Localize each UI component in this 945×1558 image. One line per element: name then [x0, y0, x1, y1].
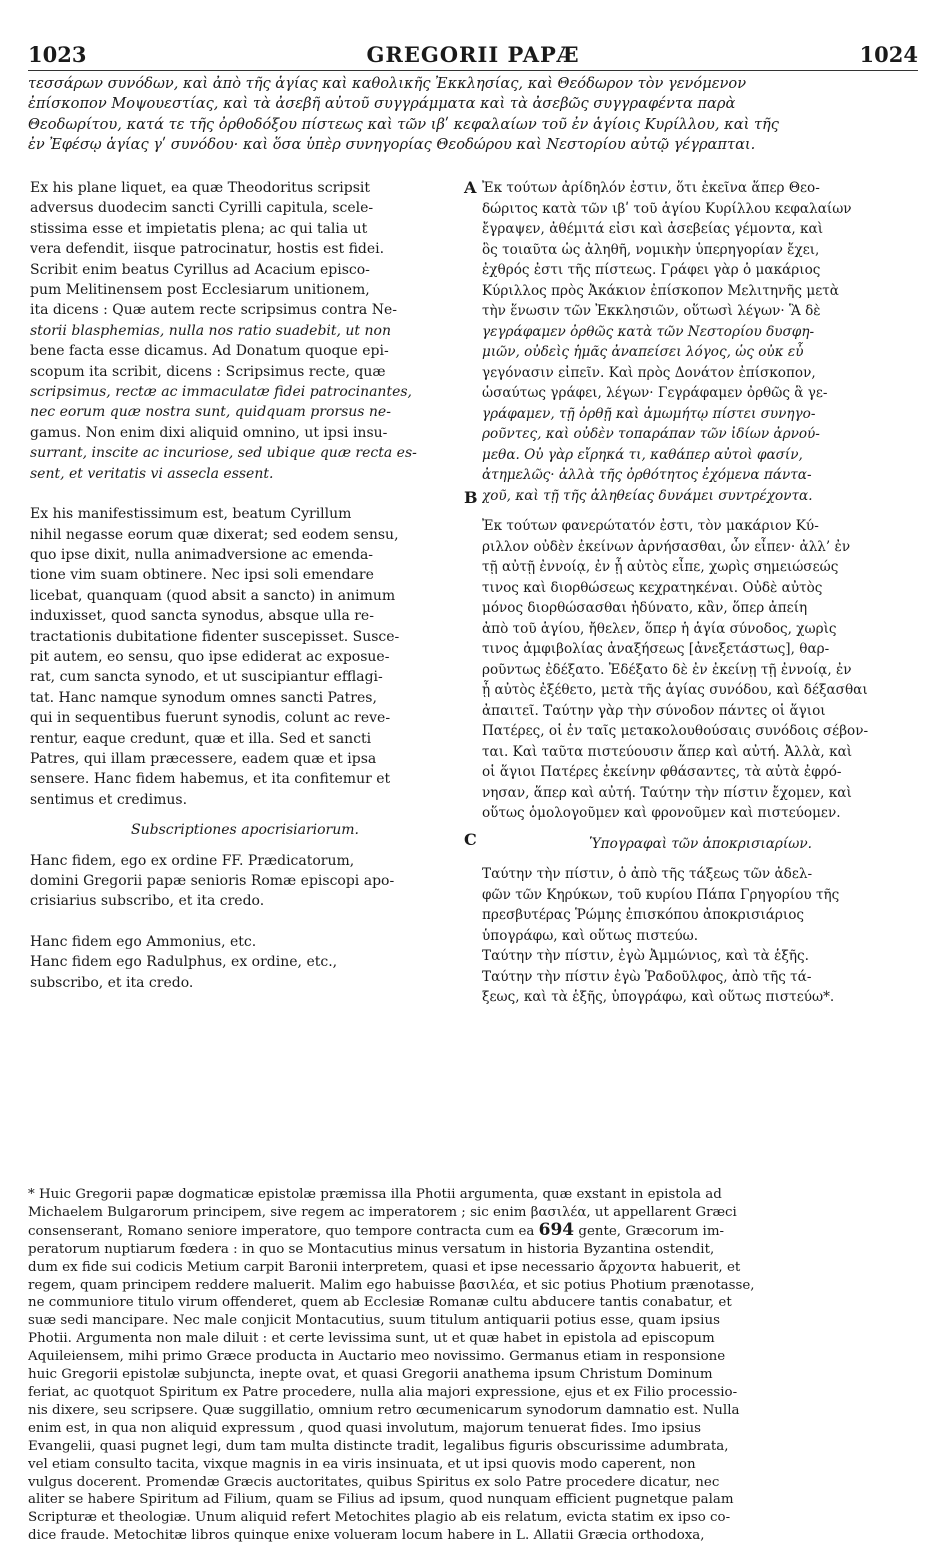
text-line: ξεως, καὶ τὰ ἑξῆς, ὑπογράφω, καὶ οὕτως πιστεύω*.: [482, 989, 835, 1005]
page-header: [28, 42, 918, 72]
footnote-line: feriat, ac quotquot Spiritum ex Patre procedere, nulla alia majori expressione, ejus et ex Filio processio-: [28, 1384, 738, 1400]
footnote-line: suæ sedi mancipare. Nec male conjicit Montacutius, suum titulum antiquarii potius esse, quam ipsius: [28, 1313, 720, 1329]
text-line: ἐπίσκοπον Μοψουεστίας, καὶ τὰ ἀσεβῆ αὐτοῦ συγγράμματα καὶ τὰ ἀσεβῶς συγγραφέντα παρὰ: [28, 95, 736, 113]
text-line: sentimus et credimus.: [30, 791, 188, 808]
text-line: quo ipse dixit, nulla animadversione ac emenda-: [30, 546, 374, 563]
text-line: Ταύτην τὴν πίστιν ἐγὼ Ῥαδοῦλφος, ἀπὸ τῆς τά-: [482, 968, 812, 985]
text-line: χοῦ, καὶ τῇ τῆς ἀληθείας δυνάμει συντρέχοντα.: [482, 487, 813, 504]
text-line: nihil negasse eorum quæ dixerat; sed eodem sensu,: [30, 526, 399, 543]
footnote-line-tail: gente, Græcorum im-: [574, 1223, 725, 1239]
text-line: pum Melitinensem post Ecclesiarum unitionem,: [30, 282, 370, 299]
footnote-line: enim est, in qua non aliquid expressum , quod quasi involutum, majorum tenuerat fides. Imo ipsius: [28, 1420, 702, 1436]
text-line: ροῦντως ἐδέξατο. Ἐδέξατο δὲ ἐν ἐκείνῃ τῇ ἐννοίᾳ, ἐν: [482, 661, 852, 678]
text-line: domini Gregorii papæ senioris Romæ episcopi apo-: [30, 873, 395, 889]
text-line: surrant, inscite ac incuriose, sed ubique quæ recta es-: [30, 445, 417, 462]
latin-subscription-3: [30, 952, 460, 993]
text-line: Ex his plane liquet, ea quæ Theodoritus scripsit: [30, 180, 370, 196]
text-line: induxisset, quod sancta synodus, absque ulla re-: [30, 608, 374, 625]
text-line: Hanc fidem, ego ex ordine FF. Prædicatorum,: [30, 852, 355, 869]
header-rule: [28, 70, 918, 71]
text-line: τὴν ἕνωσιν τῶν Ἐκκλησιῶν, οὕτωσὶ λέγων· Ἃ δὲ: [482, 303, 821, 319]
text-line: vera defendit, iisque patrocinatur, hostis est fidei.: [30, 241, 385, 258]
text-line: adversus duodecim sancti Cyrilli capitula, scele-: [30, 200, 374, 217]
text-line: tractationis dubitatione fidenter suscepisset. Susce-: [30, 628, 400, 645]
text-line: μιῶν, οὐδεὶς ἡμᾶς ἀναπείσει λόγος, ὡς οὐκ εὖ: [482, 344, 804, 360]
footnote-line: Aquileiensem, mihi primo Græce producta in Auctario meo novissimo. Germanus etiam in responsione: [28, 1349, 726, 1365]
text-line: γεγράφαμεν ὀρθῶς κατὰ τῶν Νεστορίου δυσφη-: [482, 323, 815, 340]
greek-subscription-2: [482, 946, 919, 967]
text-line: storii blasphemias, nulla nos ratio suadebit, ut non: [30, 322, 391, 339]
text-line: Hanc fidem ego Radulphus, ex ordine, etc.,: [30, 954, 338, 971]
text-line: γεγόνασιν εἰπεῖν. Καὶ πρὸς Δονάτον ἐπίσκοπον,: [482, 364, 816, 381]
running-title: GREGORII PAPÆ: [366, 42, 580, 67]
text-line: ἐν Ἐφέσῳ ἁγίας γʹ συνόδου· καὶ ὅσα ὑπὲρ συνηγορίας Θεοδώρου καὶ Νεστορίου αὐτῷ γέγραπται.: [28, 135, 756, 153]
footnote-inline-number: 694: [538, 1221, 575, 1240]
footnote-line: ne communiore titulo virum offenderet, quem ab Ecclesiæ Romanæ cultu abducere tantis conabatur, et: [28, 1295, 732, 1311]
section-marker-c: C: [464, 830, 477, 849]
footnote-line: Scripturæ et theologiæ. Unum aliquid refert Metochites plagio ab eis relatum, evicta statim ex ipso co-: [28, 1510, 731, 1526]
footnote-line-text: consenserant, Romano seniore imperatore, quo tempore contracta cum ea: [28, 1223, 535, 1239]
latin-column: [30, 178, 460, 993]
footnote-line: Photii. Argumenta non male diluit : et certe levissima sunt, ut et quæ habet in epistola ad episcopum: [28, 1331, 715, 1347]
text-line: qui in sequentibus fuerunt synodis, colunt ac reve-: [30, 710, 391, 727]
text-line: crisiarius subscribo, et ita credo.: [30, 893, 265, 910]
section-marker-a: A: [464, 178, 477, 197]
text-line: scopum ita scribit, dicens : Scripsimus recte, quæ: [30, 363, 386, 380]
text-line: ἐχθρός ἐστι τῆς πίστεως. Γράφει γὰρ ὁ μακάριος: [482, 262, 821, 278]
greek-paragraph-1: [482, 178, 919, 506]
text-line: ὑπογράφω, καὶ οὕτως πιστεύω.: [482, 927, 699, 944]
greek-subscription-3: [482, 967, 919, 1008]
text-line: tione vim suam obtinere. Nec ipsi soli emendare: [30, 567, 374, 584]
footnote-line: peratorum nuptiarum fœdera : in quo se Montacutius minus versatum in historia Byzantina ostendit,: [28, 1241, 715, 1257]
footnote-line: dum ex fide sui codicis Metium carpit Baronii interpretem, quasi et ipse necessario ἄρχοντα habuerit, et: [28, 1259, 741, 1275]
text-line: ἀτημελῶς· ἀλλὰ τῆς ὀρθότητος ἐχόμενα πάντα-: [482, 467, 812, 483]
text-line: gamus. Non enim dixi aliquid omnino, ut ipsi insu-: [30, 424, 388, 441]
text-line: Ἐκ τούτων φανερώτατόν ἐστι, τὸν μακάριον Κύ-: [482, 518, 819, 534]
text-line: Θεοδωρίτου, κατά τε τῆς ὀρθοδόξου πίστεως καὶ τῶν ιβʹ κεφαλαίων τοῦ ἐν ἁγίοις Κυρίλλου, καὶ τῆς: [28, 115, 779, 133]
text-line: ται. Καὶ ταῦτα πιστεύουσιν ἅπερ καὶ αὐτή. Ἀλλὰ, καὶ: [482, 743, 853, 760]
footnote-line: [28, 1222, 920, 1241]
text-line: scripsimus, rectæ ac immaculatæ fidei patrocinantes,: [30, 384, 412, 401]
paragraph-gap: [482, 506, 919, 516]
text-line: subscribo, et ita credo.: [30, 974, 194, 991]
text-line: Patres, qui illam præcessere, eadem quæ et ipsa: [30, 750, 377, 767]
text-line: γράφαμεν, τῇ ὀρθῇ καὶ ἀμωμήτῳ πίστει συνηγο-: [482, 405, 816, 422]
section-marker-b: B: [464, 488, 478, 507]
text-line: τινος καὶ διορθώσεως κεχρατηκέναι. Οὐδὲ αὐτὸς: [482, 579, 823, 596]
text-line: ριλλον οὐδὲν ἐκείνων ἀρνήσασθαι, ὧν εἶπεν· ἀλλ’ ἐν: [482, 538, 851, 555]
paragraph-gap: [30, 484, 460, 504]
text-line: οὕτως ὁμολογοῦμεν καὶ φρονοῦμεν καὶ πιστεύομεν.: [482, 805, 841, 821]
text-line: licebat, quanquam (quod absit a sancto) in animum: [30, 587, 396, 604]
text-line: rentur, eaque credunt, quæ et illa. Sed et sancti: [30, 730, 372, 747]
text-line: bene facta esse dicamus. Ad Donatum quoque epi-: [30, 343, 389, 360]
greek-subscription-1: [482, 864, 919, 946]
text-line: ἀπαιτεῖ. Ταύτην γὰρ τὴν σύνοδον πάντες οἱ ἅγιοι: [482, 702, 826, 719]
footnote-line: * Huic Gregorii papæ dogmaticæ epistolæ præmissa illa Photii argumenta, quæ exstant in epistola ad: [28, 1187, 722, 1202]
text-line: ὃς τοιαῦτα ὡς ἀληθῆ, νομικὴν ὑπερηγορίαν ἔχει,: [482, 241, 820, 258]
text-line: sensere. Hanc fidem habemus, et ita confitemur et: [30, 771, 391, 788]
text-line: φῶν τῶν Κηρύκων, τοῦ κυρίου Πάπα Γρηγορίου τῆς: [482, 886, 840, 903]
text-line: nec eorum quæ nostra sunt, quidquam prorsus ne-: [30, 404, 391, 421]
page-number-left: 1023: [28, 42, 87, 67]
text-line: Hanc fidem ego Ammonius, etc.: [30, 933, 257, 950]
paragraph-gap: [30, 810, 460, 820]
paragraph-gap: [30, 912, 460, 932]
footnote-line: nis dixere, seu scripsere. Quæ suggillatio, omnium retro œcumenicarum synodorum damnatio est. Nulla: [28, 1402, 740, 1418]
greek-subscriptions-heading: Ὑπογραφαὶ τῶν ἀποκρισιαρίων.: [589, 835, 812, 852]
text-line: ἀπὸ τοῦ ἁγίου, ἤθελεν, ὅπερ ἡ ἁγία σύνοδος, χωρὶς: [482, 620, 837, 637]
text-line: sent, et veritatis vi assecla essent.: [30, 465, 274, 482]
paragraph-gap: [30, 841, 460, 851]
text-line: ροῦντες, καὶ οὐδὲν τοπαράπαν τῶν ἰδίων ἀρνού-: [482, 426, 820, 442]
text-line: νησαν, ἅπερ καὶ αὐτή. Ταύτην τὴν πίστιν ἔχομεν, καὶ: [482, 784, 852, 801]
text-line: Ταύτην τὴν πίστιν, ὁ ἀπὸ τῆς τάξεως τῶν ἀδελ-: [482, 866, 813, 882]
text-line: Ex his manifestissimum est, beatum Cyrillum: [30, 506, 352, 523]
text-line: Πατέρες, οἱ ἐν ταῖς μετακολουθούσαις συνόδοις σέβον-: [482, 723, 869, 739]
text-line: ᾗ αὐτὸς ἐξέθετο, μετὰ τῆς ἁγίας συνόδου, καὶ δέξασθαι: [482, 682, 868, 698]
paragraph-gap: [482, 824, 919, 834]
text-line: Κύριλλος πρὸς Ἀκάκιον ἐπίσκοπον Μελιτηνῆς μετὰ: [482, 282, 839, 299]
latin-paragraph-1: [30, 178, 460, 484]
footnote-line: huic Gregorii epistolæ subjuncta, inepte ovat, et quasi Gregorii anathema ipsum Christum Dominum: [28, 1367, 713, 1383]
page-number-right: 1024: [859, 42, 918, 67]
text-line: Ἐκ τούτων ἀρίδηλόν ἐστιν, ὅτι ἐκεῖνα ἅπερ Θεο-: [482, 180, 820, 196]
text-line: stissima esse et impietatis plena; ac qui talia ut: [30, 220, 368, 237]
footnote-line: vulgus docerent. Promendæ Græcis auctoritates, quibus Spiritus ex solo Patre procedere dicatur, nec: [28, 1474, 720, 1490]
text-line: τῇ αὐτῇ ἐννοίᾳ, ἐν ᾗ αὐτὸς εἶπε, χωρὶς σημειώσεώς: [482, 559, 839, 575]
greek-column: [482, 178, 919, 1008]
text-line: τινος ἀμφιβολίας ἀναξήσεως [ἀνεξετάστως], θαρ-: [482, 641, 830, 657]
text-line: μόνος διορθώσασθαι ἠδύνατο, κἂν, ὅπερ ἀπείη: [482, 600, 808, 616]
text-line: ἔγραψεν, ἀθέμιτά εἰσι καὶ ἀσεβείας γέμοντα, καὶ: [482, 221, 824, 237]
footnote-line: Evangelii, quasi pugnet legi, dum tam multa distincte tradit, legalibus figuris obscurissime adumbrata,: [28, 1438, 729, 1454]
footnote-line: aliter se habere Spiritum ad Filium, quam se Filius ad ipsum, quod nunquam efficient pugnetque palam: [28, 1492, 734, 1508]
text-line: rat, cum sancta synodo, et ut suscipiantur efflagi-: [30, 669, 383, 686]
footnote: [28, 1186, 920, 1545]
text-line: δώριτος κατὰ τῶν ιβʹ τοῦ ἁγίου Κυρίλλου κεφαλαίων: [482, 200, 852, 217]
text-line: μεθα. Οὐ γὰρ εἴρηκά τι, καθάπερ αὐτοὶ φασίν,: [482, 446, 803, 463]
greek-continuation-text: [28, 74, 920, 155]
latin-subscription-1: [30, 851, 460, 912]
text-line: ὡσαύτως γράφει, λέγων· Γεγράφαμεν ὀρθῶς ἃ γε-: [482, 385, 828, 401]
text-line: pit autem, eo sensu, quo ipse ediderat ac exposue-: [30, 648, 390, 665]
text-line: τεσσάρων συνόδων, καὶ ἀπὸ τῆς ἁγίας καὶ καθολικῆς Ἐκκλησίας, καὶ Θεόδωρον τὸν γενόμενον: [28, 75, 747, 92]
footnote-line: vel etiam consulto tacita, vixque magnis in ea viris insinuata, et ut ipsi quovis modo caperent, non: [28, 1456, 696, 1472]
text-line: tat. Hanc namque synodum omnes sancti Patres,: [30, 689, 377, 706]
paragraph-gap: [482, 854, 919, 864]
latin-paragraph-2: [30, 504, 460, 810]
text-line: Scribit enim beatus Cyrillus ad Acacium episco-: [30, 261, 370, 278]
footnote-line: Michaelem Bulgarorum principem, sive regem ac imperatorem ; sic enim βασιλέα, ut appellarent Græci: [28, 1204, 737, 1220]
footnote-line: dice fraude. Metochitæ libros quinque enixe volueram locum habere in L. Allatii Græcia orthodoxa,: [28, 1528, 705, 1544]
text-line: οἱ ἅγιοι Πατέρες ἐκείνην φθάσαντες, τὰ αὐτὰ ἐφρό-: [482, 764, 842, 780]
text-line: Ταύτην τὴν πίστιν, ἐγὼ Ἀμμώνιος, καὶ τὰ ἑξῆς.: [482, 948, 809, 964]
text-line: πρεσβυτέρας Ῥώμης ἐπισκόπου ἀποκρισιάριος: [482, 907, 805, 923]
text-line: ita dicens : Quæ autem recte scripsimus contra Ne-: [30, 302, 397, 319]
greek-paragraph-2: [482, 516, 919, 824]
footnote-line: regem, quam principem reddere maluerit. Malim ego habuisse βασιλέα, et sic potius Photium prænotasse,: [28, 1277, 755, 1293]
latin-subscription-2: [30, 932, 460, 952]
latin-subscriptions-heading: Subscriptiones apocrisiariorum.: [131, 822, 359, 839]
